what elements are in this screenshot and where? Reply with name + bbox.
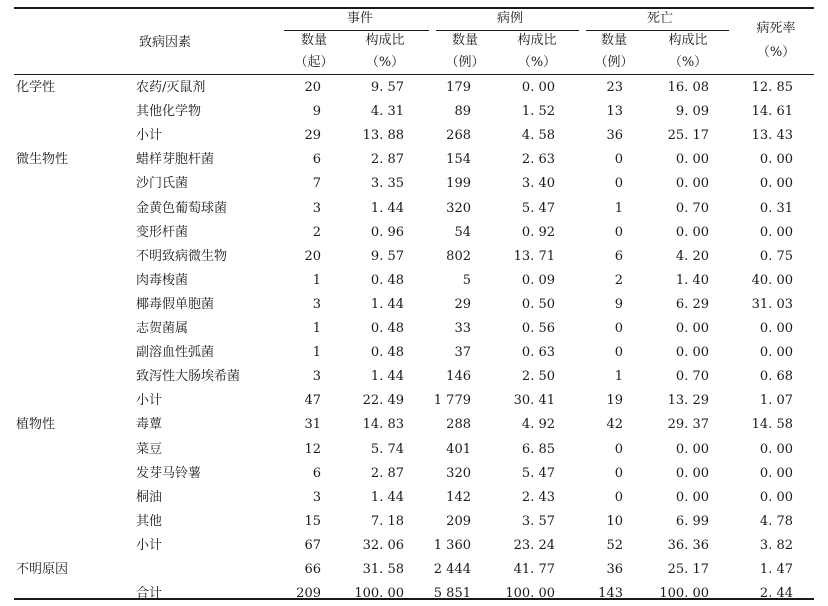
events-ratio-cell: 1. 44 [370,201,404,216]
events-ratio-cell: 31. 58 [362,562,404,577]
header-factor: 致病因素 [138,35,192,50]
events-count-cell: 20 [304,80,321,95]
events-count-cell: 67 [304,538,321,553]
events-ratio-cell: 5. 74 [370,442,404,457]
events-ratio-cell: 32. 06 [362,538,404,553]
cases-count-cell: 268 [446,128,471,143]
deaths-ratio-cell: 0. 00 [675,442,709,457]
cases-count-cell: 54 [454,225,471,240]
deaths-ratio-cell: 0. 00 [675,321,709,336]
cases-ratio-cell: 100. 00 [505,586,555,601]
events-group-rule [284,30,429,31]
cases-count-cell: 146 [446,369,471,384]
deaths-count-cell: 0 [614,345,623,360]
deaths-count-cell: 42 [606,417,623,432]
events-ratio-cell: 0. 48 [370,273,404,288]
deaths-ratio-cell: 36. 36 [667,538,709,553]
deaths-ratio-cell: 29. 37 [667,417,709,432]
header-deaths-count: 数量 [600,33,628,48]
deaths-ratio-cell: 100. 00 [659,586,709,601]
events-count-cell: 1 [312,321,321,336]
fatality-rate-cell: 31. 03 [751,297,793,312]
cases-ratio-cell: 3. 40 [521,176,555,191]
cases-count-cell: 33 [454,321,471,336]
deaths-ratio-cell: 16. 08 [667,80,709,95]
events-count-cell: 1 [312,345,321,360]
deaths-ratio-cell: 25. 17 [667,128,709,143]
deaths-ratio-cell: 13. 29 [667,393,709,408]
cases-ratio-cell: 4. 58 [521,128,555,143]
cases-ratio-cell: 0. 09 [521,273,555,288]
cases-count-cell: 179 [446,80,471,95]
fatality-rate-cell: 4. 78 [759,514,793,529]
cases-ratio-cell: 2. 63 [521,152,555,167]
deaths-count-cell: 36 [606,128,623,143]
cases-count-cell: 802 [446,249,471,264]
factor-name-cell: 沙门氏菌 [136,176,189,191]
events-ratio-cell: 9. 57 [370,80,404,95]
fatality-rate-cell: 0. 00 [759,176,793,191]
cases-count-cell: 2 444 [433,562,471,577]
events-ratio-cell: 13. 88 [362,128,404,143]
deaths-count-cell: 36 [606,562,623,577]
cases-ratio-cell: 0. 00 [521,80,555,95]
category-cell: 微生物性 [16,152,69,167]
deaths-count-cell: 0 [614,321,623,336]
factor-name-cell: 合计 [136,586,163,601]
events-count-cell: 47 [304,393,321,408]
fatality-rate-cell: 14. 58 [751,417,793,432]
header-deaths-ratio: 构成比 [668,33,708,48]
deaths-count-cell: 9 [614,297,623,312]
events-ratio-cell: 0. 48 [370,345,404,360]
events-ratio-cell: 1. 44 [370,297,404,312]
deaths-ratio-cell: 0. 00 [675,176,709,191]
cases-ratio-cell: 0. 63 [521,345,555,360]
events-ratio-cell: 22. 49 [362,393,404,408]
deaths-ratio-cell: 25. 17 [667,562,709,577]
deaths-count-cell: 1 [614,369,623,384]
fatality-rate-cell: 40. 00 [751,273,793,288]
cases-ratio-cell: 5. 47 [521,466,555,481]
fatality-rate-cell: 2. 44 [759,586,793,601]
header-fatality-unit: （%） [756,45,796,60]
events-count-cell: 3 [312,297,321,312]
header-events-ratio-unit: （%） [365,55,405,70]
header-events-count-unit: （起） [294,55,334,70]
factor-name-cell: 不明致病微生物 [136,249,228,264]
deaths-count-cell: 143 [598,586,623,601]
header-events-count: 数量 [300,33,328,48]
header-deaths: 死亡 [646,11,674,26]
header-cases: 病例 [496,11,524,26]
factor-name-cell: 其他 [136,514,163,529]
deaths-count-cell: 0 [614,152,623,167]
fatality-rate-cell: 3. 82 [759,538,793,553]
events-ratio-cell: 1. 44 [370,369,404,384]
events-count-cell: 6 [312,466,321,481]
factor-name-cell: 蜡样芽胞杆菌 [136,152,215,167]
deaths-count-cell: 13 [606,104,623,119]
category-cell: 植物性 [16,417,56,432]
deaths-ratio-cell: 1. 40 [675,273,709,288]
cases-ratio-cell: 3. 57 [521,514,555,529]
cases-ratio-cell: 13. 71 [513,249,555,264]
events-count-cell: 12 [304,442,321,457]
header-events-ratio: 构成比 [365,33,405,48]
header-fatality-rate: 病死率 [756,21,796,36]
deaths-count-cell: 1 [614,201,623,216]
header-bottom-rule [14,74,814,75]
deaths-ratio-cell: 0. 70 [675,369,709,384]
cases-ratio-cell: 1. 52 [521,104,555,119]
deaths-count-cell: 19 [606,393,623,408]
deaths-ratio-cell: 0. 00 [675,225,709,240]
events-ratio-cell: 100. 00 [354,586,404,601]
fatality-rate-cell: 0. 00 [759,321,793,336]
deaths-count-cell: 0 [614,176,623,191]
events-ratio-cell: 7. 18 [370,514,404,529]
events-count-cell: 209 [296,586,321,601]
factor-name-cell: 变形杆菌 [136,225,189,240]
header-events: 事件 [346,11,374,26]
events-ratio-cell: 2. 87 [370,152,404,167]
category-cell: 不明原因 [16,562,69,577]
cases-count-cell: 209 [446,514,471,529]
cases-count-cell: 1 779 [433,393,471,408]
events-ratio-cell: 0. 48 [370,321,404,336]
factor-name-cell: 农药/灭鼠剂 [136,80,206,95]
deaths-ratio-cell: 0. 00 [675,345,709,360]
cases-ratio-cell: 30. 41 [513,393,555,408]
factor-name-cell: 小计 [136,538,163,553]
events-count-cell: 3 [312,369,321,384]
header-cases-count-unit: （例） [445,55,485,70]
factor-name-cell: 小计 [136,128,163,143]
factor-name-cell: 小计 [136,393,163,408]
events-count-cell: 9 [312,104,321,119]
cases-count-cell: 1 360 [433,538,471,553]
fatality-rate-cell: 0. 00 [759,442,793,457]
fatality-rate-cell: 0. 00 [759,490,793,505]
cases-ratio-cell: 0. 92 [521,225,555,240]
cases-count-cell: 5 851 [433,586,471,601]
events-count-cell: 1 [312,273,321,288]
deaths-count-cell: 6 [614,249,623,264]
events-ratio-cell: 9. 57 [370,249,404,264]
fatality-rate-cell: 0. 00 [759,152,793,167]
header-cases-ratio: 构成比 [517,33,557,48]
cases-count-cell: 37 [454,345,471,360]
events-count-cell: 66 [304,562,321,577]
events-ratio-cell: 4. 31 [370,104,404,119]
fatality-rate-cell: 0. 00 [759,345,793,360]
cases-count-cell: 401 [446,442,471,457]
cases-ratio-cell: 6. 85 [521,442,555,457]
events-count-cell: 3 [312,201,321,216]
deaths-count-cell: 10 [606,514,623,529]
events-count-cell: 29 [304,128,321,143]
cases-ratio-cell: 41. 77 [513,562,555,577]
fatality-rate-cell: 14. 61 [751,104,793,119]
deaths-count-cell: 0 [614,490,623,505]
deaths-ratio-cell: 0. 00 [675,490,709,505]
events-ratio-cell: 0. 96 [370,225,404,240]
cases-ratio-cell: 0. 50 [521,297,555,312]
header-deaths-ratio-unit: （%） [668,55,708,70]
deaths-ratio-cell: 6. 99 [675,514,709,529]
fatality-rate-cell: 0. 75 [759,249,793,264]
events-count-cell: 7 [312,176,321,191]
cases-group-rule [436,30,579,31]
cases-ratio-cell: 2. 50 [521,369,555,384]
fatality-rate-cell: 0. 31 [759,201,793,216]
fatality-rate-cell: 1. 47 [759,562,793,577]
factor-name-cell: 致泻性大肠埃希菌 [136,369,241,384]
fatality-rate-cell: 0. 68 [759,369,793,384]
deaths-count-cell: 0 [614,225,623,240]
fatality-rate-cell: 0. 00 [759,225,793,240]
events-count-cell: 20 [304,249,321,264]
factor-name-cell: 发芽马铃薯 [136,466,202,481]
cases-count-cell: 29 [454,297,471,312]
cases-ratio-cell: 2. 43 [521,490,555,505]
cases-count-cell: 288 [446,417,471,432]
factor-name-cell: 毒蕈 [136,417,163,432]
events-count-cell: 6 [312,152,321,167]
cases-ratio-cell: 23. 24 [513,538,555,553]
deaths-count-cell: 2 [614,273,623,288]
deaths-ratio-cell: 0. 00 [675,466,709,481]
category-cell: 化学性 [16,80,56,95]
fatality-rate-cell: 1. 07 [759,393,793,408]
deaths-ratio-cell: 0. 70 [675,201,709,216]
events-ratio-cell: 3. 35 [370,176,404,191]
fatality-rate-cell: 12. 85 [751,80,793,95]
factor-name-cell: 副溶血性弧菌 [136,345,215,360]
events-ratio-cell: 2. 87 [370,466,404,481]
table-top-rule [14,7,814,9]
cases-count-cell: 199 [446,176,471,191]
cases-ratio-cell: 4. 92 [521,417,555,432]
deaths-group-rule [586,30,729,31]
events-count-cell: 31 [304,417,321,432]
deaths-count-cell: 0 [614,466,623,481]
cases-count-cell: 142 [446,490,471,505]
cases-count-cell: 5 [462,273,471,288]
deaths-ratio-cell: 6. 29 [675,297,709,312]
deaths-ratio-cell: 0. 00 [675,152,709,167]
factor-name-cell: 金黄色葡萄球菌 [136,201,228,216]
cases-count-cell: 89 [454,104,471,119]
events-count-cell: 2 [312,225,321,240]
cases-count-cell: 320 [446,466,471,481]
cases-ratio-cell: 0. 56 [521,321,555,336]
cases-ratio-cell: 5. 47 [521,201,555,216]
events-ratio-cell: 1. 44 [370,490,404,505]
header-deaths-count-unit: （例） [594,55,634,70]
factor-name-cell: 肉毒梭菌 [136,273,189,288]
factor-name-cell: 其他化学物 [136,104,202,119]
header-cases-ratio-unit: （%） [517,55,557,70]
factor-name-cell: 志贺菌属 [136,321,189,336]
deaths-count-cell: 0 [614,442,623,457]
cases-count-cell: 154 [446,152,471,167]
deaths-ratio-cell: 9. 09 [675,104,709,119]
events-count-cell: 15 [304,514,321,529]
events-count-cell: 3 [312,490,321,505]
factor-name-cell: 菜豆 [136,442,163,457]
fatality-rate-cell: 0. 00 [759,466,793,481]
cases-count-cell: 320 [446,201,471,216]
fatality-rate-cell: 13. 43 [751,128,793,143]
factor-name-cell: 桐油 [136,490,163,505]
events-ratio-cell: 14. 83 [362,417,404,432]
deaths-count-cell: 52 [606,538,623,553]
factor-name-cell: 椰毒假单胞菌 [136,297,215,312]
deaths-count-cell: 23 [606,80,623,95]
header-cases-count: 数量 [451,33,479,48]
deaths-ratio-cell: 4. 20 [675,249,709,264]
